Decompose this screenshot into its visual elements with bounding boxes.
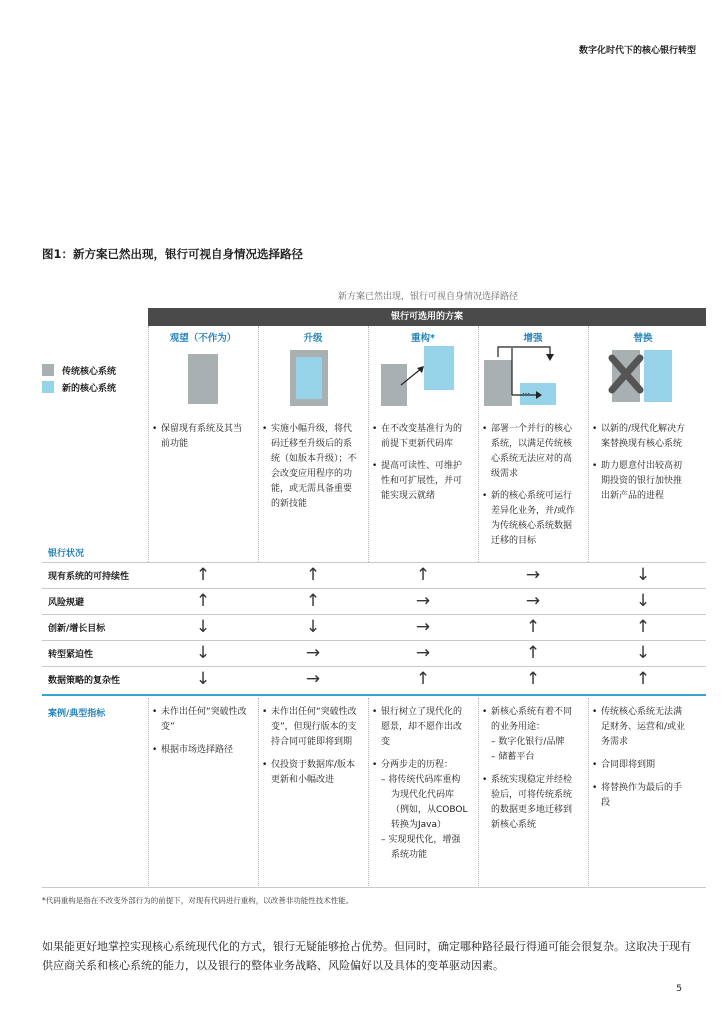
legend-swatch-legacy: [42, 364, 54, 376]
replace-cross-icon: [606, 352, 646, 396]
trend-arrow-icon: ↑: [525, 617, 541, 637]
figure-subtitle: 新方案已然出现，银行可视自身情况选择路径: [337, 292, 518, 302]
description-item: • 以新的/现代化解决方案替换现有核心系统: [592, 422, 688, 452]
case-item: • 传统核心系统无法满足财务、运营和/或业务需求: [592, 705, 688, 750]
case-column-refactor: [372, 705, 468, 871]
figure-title: 图1：新方案已然出现，银行可视自身情况选择路径: [42, 247, 303, 261]
option-header-wait: 观望（不作为）: [169, 333, 237, 344]
description-item: • 助力愿意付出较高初期投资的银行加快推出新产品的进程: [592, 459, 688, 504]
case-column-wait: [152, 705, 248, 766]
case-item-text: 新核心系统有着不同的业务用途：: [491, 707, 573, 732]
page-number: 5: [676, 984, 682, 994]
description-item: • 新的核心系统可运行差异化业务，并/或作为传统核心系统数据迁移的目标: [482, 489, 578, 549]
bank-status-label: 银行状况: [48, 549, 85, 559]
trend-arrow-icon: ↑: [415, 565, 431, 585]
trend-arrow-icon: ↑: [635, 617, 651, 637]
trend-arrow-icon: ↓: [195, 669, 211, 689]
document-header-title: 数字化时代下的核心银行转型: [578, 46, 696, 56]
trend-arrow-icon: →: [305, 669, 321, 689]
trend-arrow-icon: →: [415, 643, 431, 663]
option-header-upgrade: 升级: [303, 333, 323, 344]
trend-arrow-icon: ↑: [195, 565, 211, 585]
trend-arrow-icon: ↑: [305, 565, 321, 585]
new-core-block: [644, 350, 672, 402]
trend-arrow-icon: ↓: [635, 643, 651, 663]
option-description-wait: [152, 422, 248, 459]
trend-arrow-icon: →: [525, 565, 541, 585]
trend-arrow-icon: ↑: [635, 669, 651, 689]
option-header-replace: 替换: [633, 333, 653, 344]
status-row-label: 创新/增长目标: [48, 624, 106, 634]
option-description-refactor: [372, 422, 468, 511]
table-bottom-border: [42, 887, 706, 888]
case-item: • 将替换作为最后的手段: [592, 781, 688, 811]
figure-footnote: *代码重构是指在不改变外部行为的前提下，对现有代码进行重构，以改善非功能性技术性能。: [42, 896, 354, 905]
description-item: • 实施小幅升级，将代码迁移至升级后的系统（如版本升级）；不会改变应用程序的功能，或无需具备重要的新技能: [262, 422, 358, 512]
trend-arrow-icon: ↑: [525, 669, 541, 689]
trend-arrow-icon: →: [525, 591, 541, 611]
trend-arrow-icon: ↑: [195, 591, 211, 611]
trend-arrow-icon: →: [415, 591, 431, 611]
status-row: [42, 614, 706, 641]
description-item: • 保留现有系统及其当前功能: [152, 422, 248, 452]
case-item: • 银行树立了现代化的愿景，却不愿作出改变: [372, 705, 468, 750]
status-row-label: 现有系统的可持续性: [48, 572, 130, 582]
status-row: [42, 562, 706, 589]
body-paragraph: 如果能更好地掌控实现核心系统现代化的方式，银行无疑能够抢占优势。但同时，确定哪种路径最行得通可能会很复杂。这取决于现有供应商关系和核心系统的能力，以及银行的整体业务战略、风险偏好以及具体的变革驱动因素。: [42, 940, 691, 972]
status-row-label: 风险规避: [48, 598, 85, 608]
case-column-replace: [592, 705, 688, 819]
case-item: • 根据市场选择路径: [152, 743, 248, 758]
case-column-upgrade: [262, 705, 358, 796]
trend-arrow-icon: ↑: [525, 643, 541, 663]
case-subitem: – 储蓄平台: [491, 752, 535, 762]
legacy-core-block: [188, 354, 218, 404]
trend-arrow-icon: ↓: [635, 591, 651, 611]
status-row-label: 数据策略的复杂性: [48, 676, 121, 686]
options-header-bar: 银行可选用的方案: [148, 308, 706, 326]
new-core-block: [296, 357, 322, 399]
description-item: • 提高可读性、可维护性和可扩展性，并可能实现云就绪: [372, 459, 468, 504]
parallel-system-connector-icon: [494, 345, 560, 401]
trend-arrow-icon: ↑: [415, 669, 431, 689]
legend-label-new: 新的核心系统: [62, 384, 117, 394]
case-subitem: – 数字化银行/品牌: [491, 737, 565, 747]
case-subitem: – 将传统代码库重构为现代化代码库（例如，从COBOL转换为Java）: [381, 775, 468, 830]
option-description-replace: [592, 422, 688, 511]
case-item: [482, 705, 578, 765]
case-item: • 未作出任何“突破性改变”，但现行版本的支持合同可能即将到期: [262, 705, 358, 750]
option-description-upgrade: [262, 422, 358, 519]
case-item: • 合同即将到期: [592, 758, 688, 773]
section-divider: [42, 694, 706, 696]
case-item: • 仅投资于数据库/版本更新和小幅改进: [262, 758, 358, 788]
case-item: • 未作出任何“突破性改变”: [152, 705, 248, 735]
legend-label-legacy: 传统核心系统: [62, 367, 117, 377]
status-row: [42, 588, 706, 615]
status-row: [42, 666, 706, 693]
status-row: [42, 640, 706, 667]
case-column-augment: [482, 705, 578, 841]
trend-arrow-icon: →: [305, 643, 321, 663]
trend-arrow-icon: ↑: [305, 591, 321, 611]
trend-arrow-icon: ↓: [635, 565, 651, 585]
option-header-refactor: 重构*: [411, 333, 435, 344]
case-item-text: 分两步走的历程：: [381, 760, 454, 770]
legend-swatch-new: [42, 381, 54, 393]
trend-arrow-icon: →: [415, 617, 431, 637]
migration-arrow-icon: [398, 364, 428, 388]
trend-arrow-icon: ↓: [305, 617, 321, 637]
case-item: • 系统实现稳定并经检验后，可将传统系统的数据更多地迁移到新核心系统: [482, 773, 578, 833]
option-header-augment: 增强: [523, 333, 543, 344]
cases-label: 案例/典型指标: [48, 709, 106, 719]
new-core-block: [424, 346, 454, 390]
svg-text:⋯: ⋯: [522, 389, 530, 398]
trend-arrow-icon: ↓: [195, 643, 211, 663]
case-subitem: – 实现现代化，增强系统功能: [381, 835, 461, 860]
description-item: • 部署一个并行的核心系统，以满足传统核心系统无法应对的高级需求: [482, 422, 578, 482]
case-item: [372, 758, 468, 863]
description-item: • 在不改变基准行为的前提下更新代码库: [372, 422, 468, 452]
trend-arrow-icon: ↓: [195, 617, 211, 637]
status-row-label: 转型紧迫性: [48, 650, 94, 660]
option-description-augment: [482, 422, 578, 556]
